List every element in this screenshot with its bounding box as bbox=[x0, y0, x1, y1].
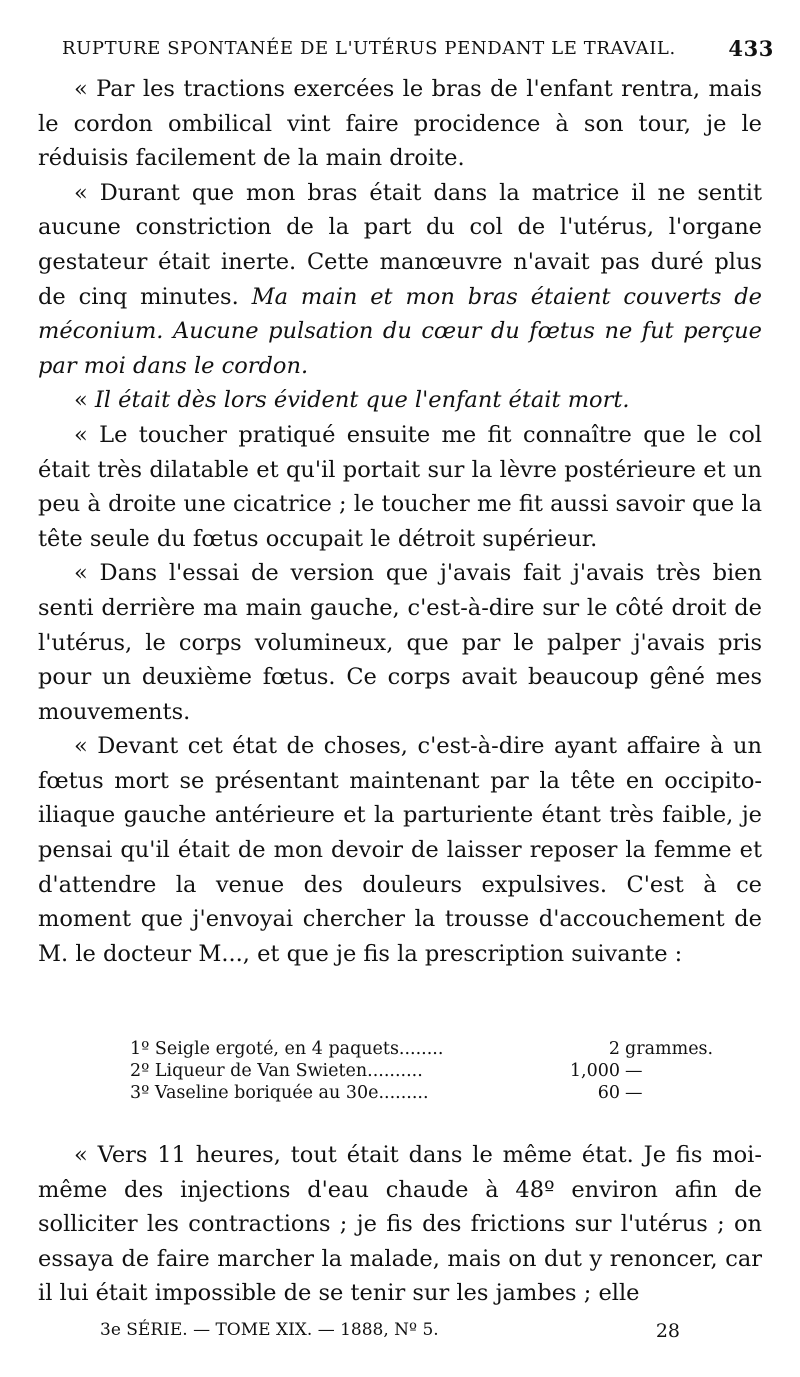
signature-mark: 28 bbox=[655, 1320, 680, 1342]
paragraph-evident-lead: « bbox=[74, 387, 95, 414]
paragraph-durant-roman: « Durant que mon bras était dans la matrice il ne sentit aucune constriction de la part du col de l'utérus, l'organe gestateur était inerte. Cette manœuvre n'avait pas duré plus de cinq minutes. bbox=[38, 179, 762, 310]
prescription-item: 3º Vaseline boriquée au 30e......... bbox=[130, 1083, 429, 1103]
prescription-row bbox=[130, 1038, 714, 1060]
paragraph-evident-italic: Il était dès lors évident que l'enfant était mort. bbox=[94, 387, 630, 414]
prescription-item: 2º Liqueur de Van Swieten.......... bbox=[130, 1061, 423, 1081]
prescription-dose: 2 bbox=[608, 1039, 620, 1059]
main-text bbox=[38, 72, 762, 971]
paragraph-toucher: « Le toucher pratiqué ensuite me fit connaître que le col était très dilatable et qu'il portait sur la lèvre postérieure et un peu à droite une cicatrice ; le toucher me fit aussi savoir que la tête seule du fœtus occupait le détroit supérieur. bbox=[38, 421, 762, 552]
prescription-unit: — bbox=[625, 1083, 643, 1103]
paragraph-devant: « Devant cet état de choses, c'est-à-dire ayant affaire à un fœtus mort se présentant maintenant par la tête en occipito-iliaque gauche antérieure et la parturiente étant très faible, je pensai qu'il était de mon devoir de laisser reposer la femme et d'attendre la venue des douleurs expulsives. C'est à ce moment que j'envoyai chercher la trousse d'accouchement de M. le docteur M..., et que je fis la prescription suivante : bbox=[38, 733, 762, 967]
prescription-dose: 1,000 bbox=[569, 1061, 620, 1081]
prescription-item: 1º Seigle ergoté, en 4 paquets........ bbox=[130, 1039, 444, 1059]
prescription-list bbox=[130, 1038, 714, 1104]
paragraph-vers-11-heures: « Vers 11 heures, tout était dans le même état. Je fis moi-même des injections d'eau chaude à 48º environ afin de solliciter les contractions ; je fis des frictions sur l'utérus ; on essaya de faire marcher la malade, mais on dut y renoncer, car il lui était impossible de se tenir sur les jambes ; elle bbox=[38, 1142, 762, 1307]
series-info: 3e SÉRIE. — TOME XIX. — 1888, Nº 5. bbox=[100, 1320, 439, 1340]
prescription-row bbox=[130, 1060, 690, 1082]
prescription-unit: — bbox=[625, 1061, 643, 1081]
paragraph-durant-italic: Ma main et mon bras étaient couverts de méconium. Aucune pulsation du cœur du fœtus ne fut perçue par moi dans le cordon. bbox=[38, 283, 762, 379]
paragraph-evident bbox=[38, 383, 762, 418]
page-number: 433 bbox=[728, 36, 774, 61]
prescription-unit: grammes. bbox=[625, 1039, 714, 1059]
closing-text bbox=[38, 1138, 762, 1311]
prescription-row bbox=[130, 1082, 690, 1104]
paragraph-version: « Dans l'essai de version que j'avais fait j'avais très bien senti derrière ma main gauche, c'est-à-dire sur le côté droit de l'utérus, le corps volumineux, que par le palper j'avais pris pour un deuxième fœtus. Ce corps avait beaucoup gêné mes mouvements. bbox=[38, 560, 762, 725]
running-title: RUPTURE SPONTANÉE DE L'UTÉRUS PENDANT LE TRAVAIL. bbox=[62, 38, 676, 59]
page-footer bbox=[100, 1320, 680, 1348]
paragraph-durant bbox=[38, 176, 762, 384]
paragraph-traction: « Par les tractions exercées le bras de l'enfant rentra, mais le cordon ombilical vint faire procidence à son tour, je le réduisis facilement de la main droite. bbox=[38, 76, 762, 172]
prescription-dose: 60 bbox=[597, 1083, 620, 1103]
page-header bbox=[62, 36, 774, 64]
